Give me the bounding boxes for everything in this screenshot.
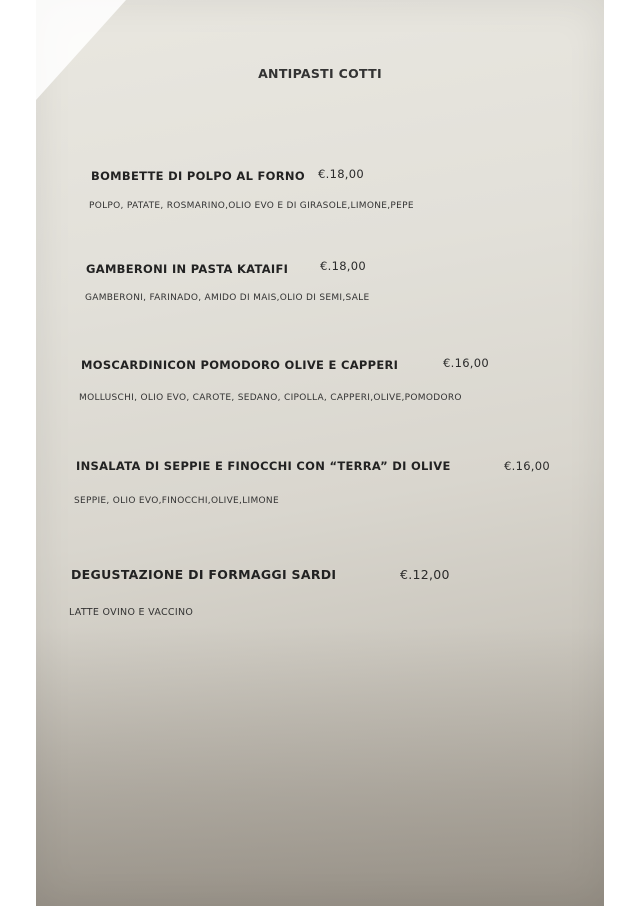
paper-fold-highlight (36, 0, 126, 100)
dish-ingredients: MOLLUSCHI, OLIO EVO, CAROTE, SEDANO, CIPOLLA, CAPPERI,OLIVE,POMODORO (79, 393, 462, 403)
paper-shadow (36, 626, 604, 906)
dish-price: €.18,00 (320, 259, 366, 273)
dish-ingredients: GAMBERONI, FARINADO, AMIDO DI MAIS,OLIO DI SEMI,SALE (85, 293, 370, 303)
dish-ingredients: POLPO, PATATE, ROSMARINO,OLIO EVO E DI GIRASOLE,LIMONE,PEPE (89, 201, 414, 211)
dish-name: INSALATA DI SEPPIE E FINOCCHI CON “TERRA” DI OLIVE (76, 459, 451, 473)
dish-ingredients: SEPPIE, OLIO EVO,FINOCCHI,OLIVE,LIMONE (74, 496, 279, 506)
dish-price: €.12,00 (400, 567, 450, 582)
dish-price: €.18,00 (318, 167, 364, 181)
dish-name: MOSCARDINICON POMODORO OLIVE E CAPPERI (81, 358, 399, 372)
menu-title: ANTIPASTI COTTI (258, 66, 382, 81)
dish-price: €.16,00 (443, 356, 489, 370)
dish-name: DEGUSTAZIONE DI FORMAGGI SARDI (71, 567, 337, 582)
dish-price: €.16,00 (504, 459, 550, 473)
dish-ingredients: LATTE OVINO E VACCINO (69, 607, 194, 618)
menu-paper (36, 0, 604, 906)
dish-name: GAMBERONI IN PASTA KATAIFI (86, 262, 289, 276)
dish-name: BOMBETTE DI POLPO AL FORNO (91, 169, 305, 183)
